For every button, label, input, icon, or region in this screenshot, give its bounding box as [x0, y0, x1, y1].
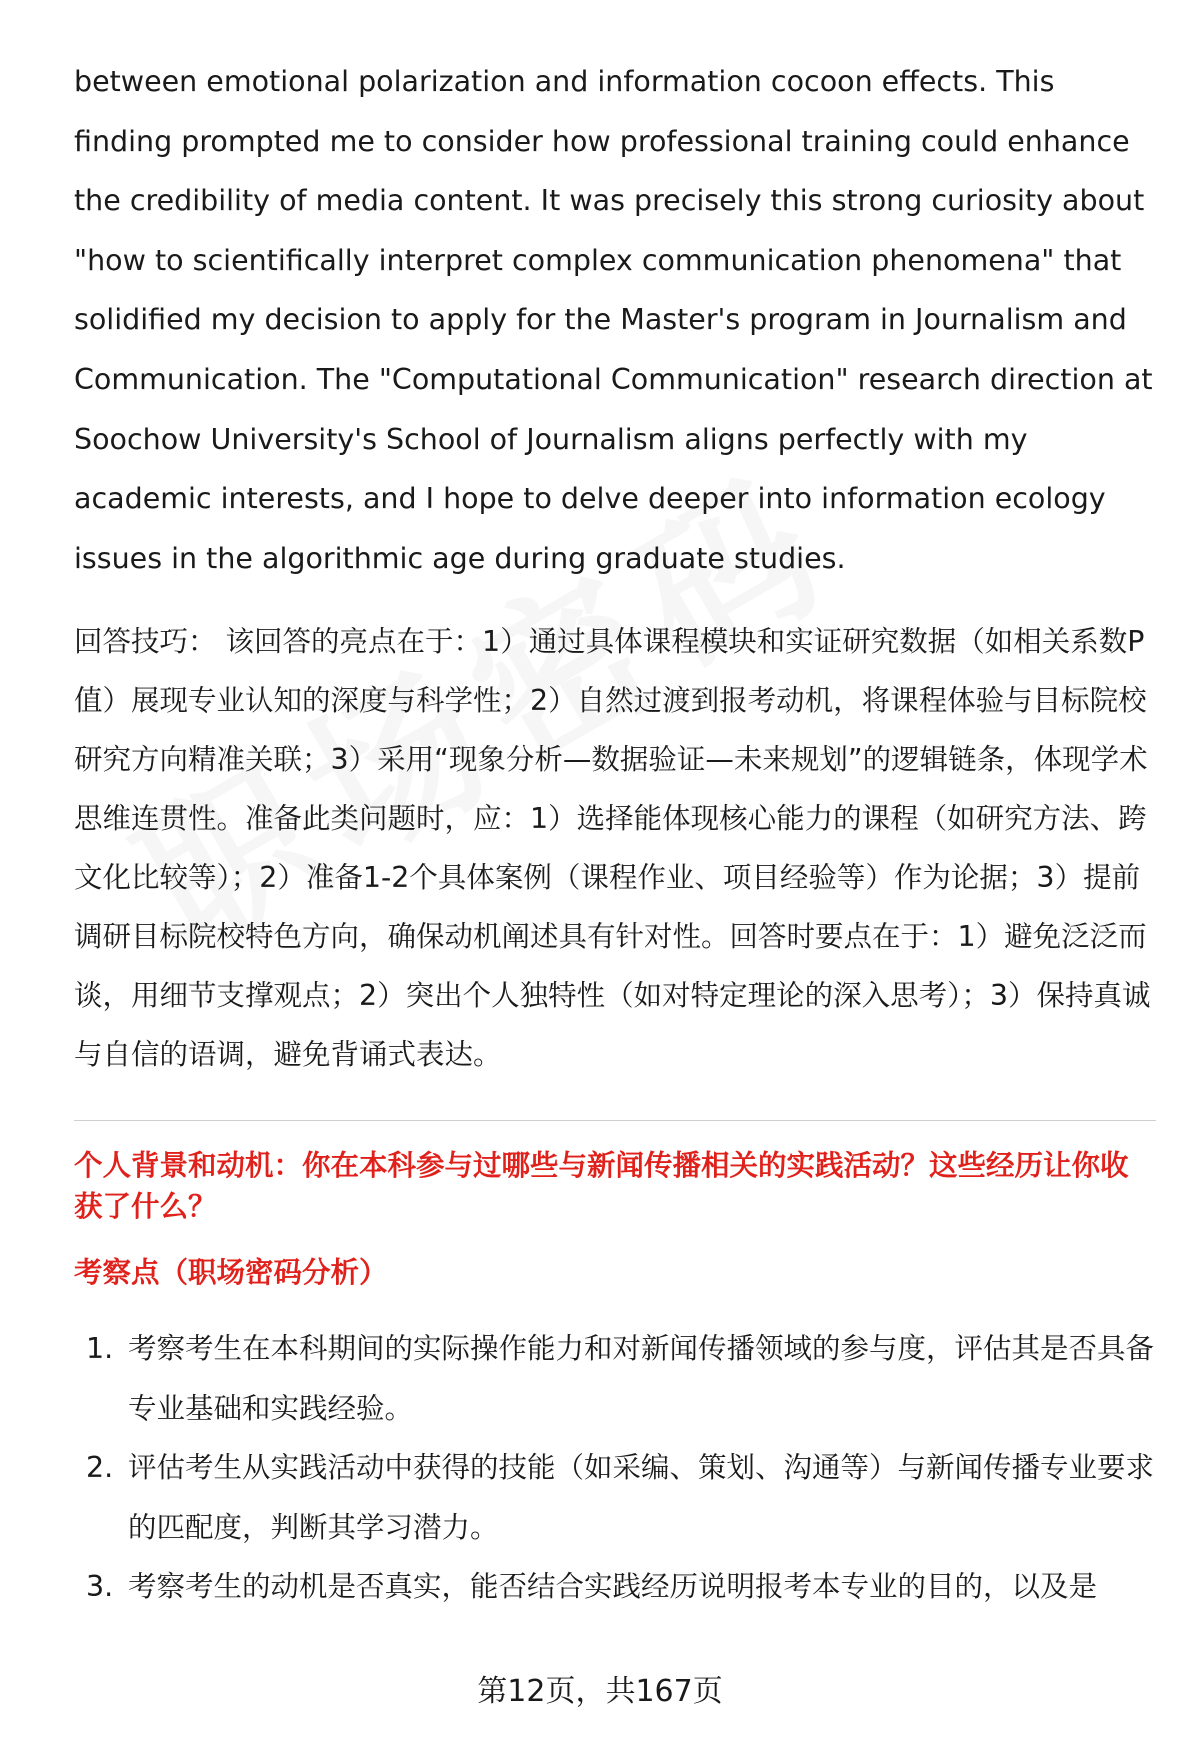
assessment-points-title: 考察点（职场密码分析） — [74, 1256, 388, 1290]
section-divider — [74, 1120, 1156, 1121]
list-item — [74, 1557, 1154, 1617]
list-item-number: 1. — [86, 1332, 114, 1366]
english-paragraph: between emotional polarization and information cocoon effects. This finding prompted me to consider how professional training could enhance the credibility of media content. It was precisely this strong curiosity about "how to scientifically interpret complex communication phenomena" that solidified my decision to apply for the Master's program in Journalism and Communication. The "Computational Communication" research direction at Soochow University's School of Journalism aligns perfectly with my academic interests, and I hope to delve deeper into information ecology issues in the algorithmic age during graduate studies. — [74, 65, 1153, 575]
answer-tips-paragraph: 回答技巧： 该回答的亮点在于：1）通过具体课程模块和实证研究数据（如相关系数P值）展现专业认知的深度与科学性；2）自然过渡到报考动机，将课程体验与目标院校研究方向精准关联；3）采用“现象分析—数据验证—未来规划”的逻辑链条，体现学术思维连贯性。准备此类问题时，应：1）选择能体现核心能力的课程（如研究方法、跨文化比较等）；2）准备1-2个具体案例（课程作业、项目经验等）作为论据；3）提前调研目标院校特色方向，确保动机阐述具有针对性。回答时要点在于：1）避免泛泛而谈，用细节支撑观点；2）突出个人独特性（如对特定理论的深入思考）；3）保持真诚与自信的语调，避免背诵式表达。 — [74, 625, 1151, 1072]
list-item-text: 评估考生从实践活动中获得的技能（如采编、策划、沟通等）与新闻传播专业要求的匹配度，判断其学习潜力。 — [128, 1451, 1155, 1544]
interview-question: 个人背景和动机：你在本科参与过哪些与新闻传播相关的实践活动？这些经历让你收获了什么？ — [74, 1149, 1129, 1224]
list-item — [74, 1319, 1154, 1438]
list-item-number: 2. — [86, 1451, 114, 1485]
list-item-number: 3. — [86, 1570, 114, 1604]
page-content — [74, 52, 1154, 1617]
list-item-text: 考察考生在本科期间的实际操作能力和对新闻传播领域的参与度，评估其是否具备专业基础和实践经验。 — [128, 1332, 1155, 1425]
page-number-footer: 第12页，共167页 — [477, 1674, 723, 1709]
list-item-text: 考察考生的动机是否真实，能否结合实践经历说明报考本专业的目的，以及是 — [128, 1570, 1098, 1604]
assessment-points-list — [74, 1319, 1154, 1617]
list-item — [74, 1438, 1154, 1557]
